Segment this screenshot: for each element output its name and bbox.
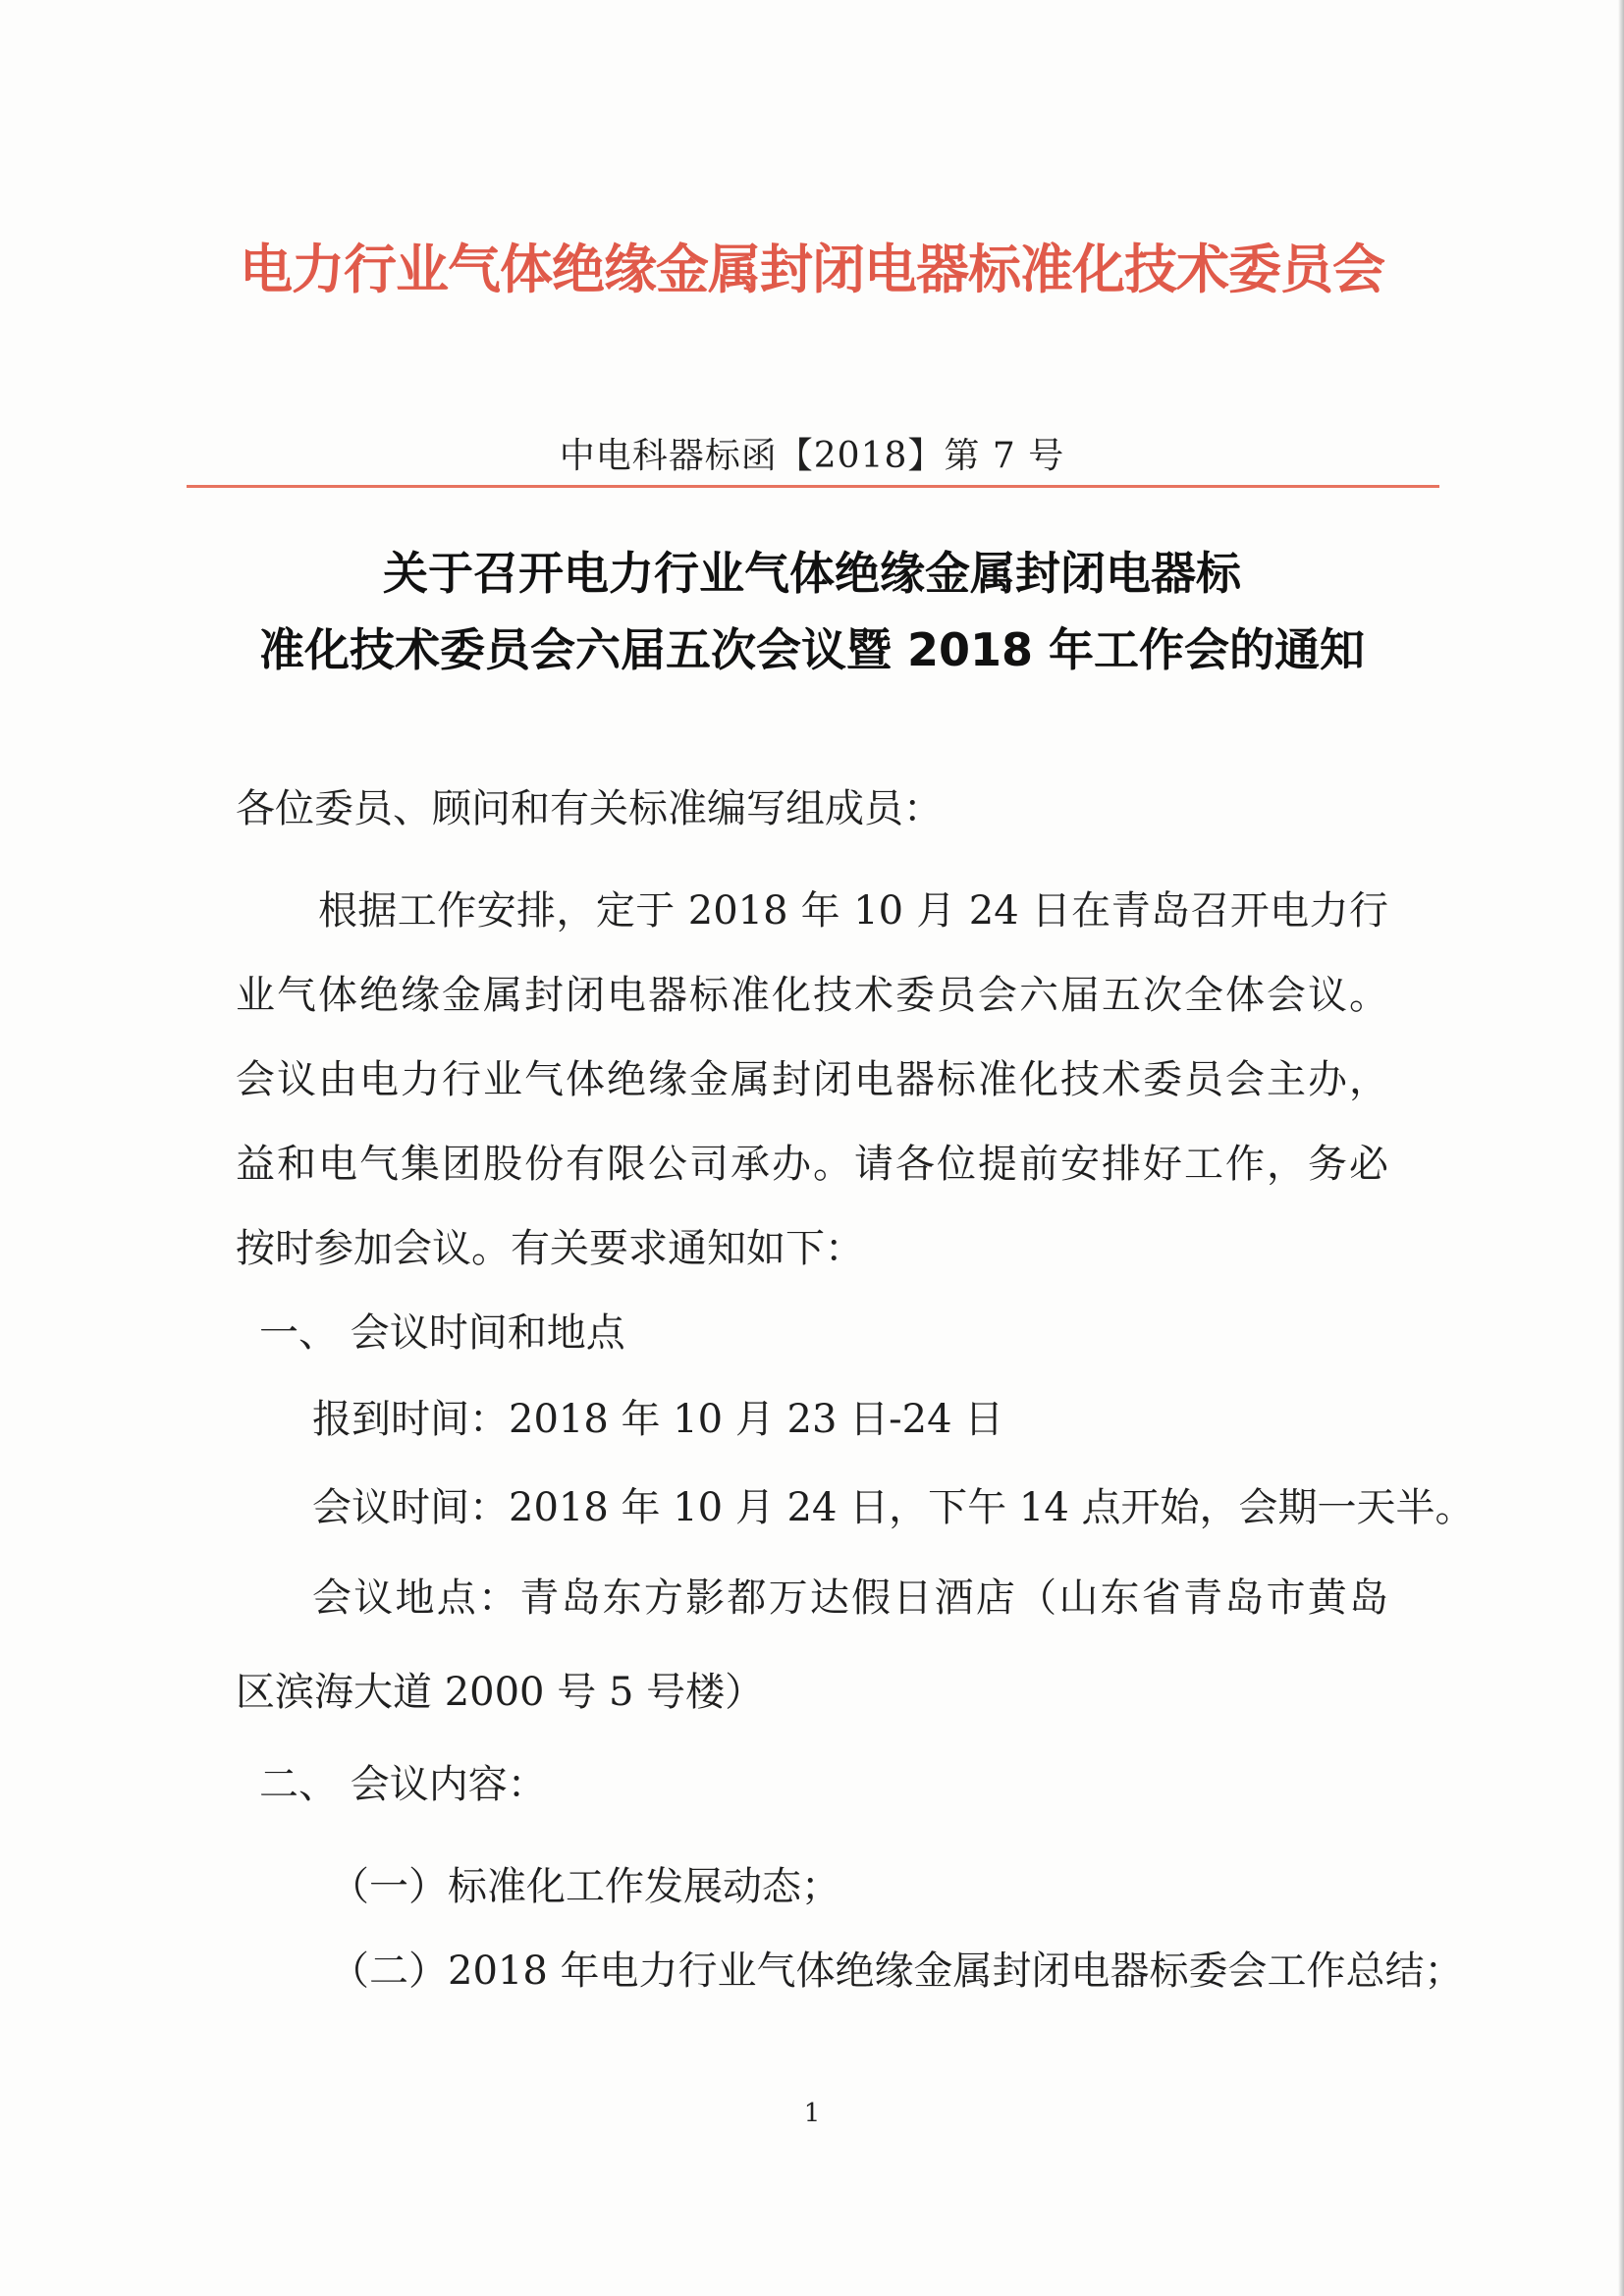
notice-title-line-1: 关于召开电力行业气体绝缘金属封闭电器标 <box>383 547 1241 600</box>
registration-time: 报到时间：2018 年 10 月 23 日-24 日 <box>312 1397 1004 1442</box>
paragraph-line: 按时参加会议。有关要求通知如下： <box>236 1226 864 1271</box>
meeting-venue-line-2: 区滨海大道 2000 号 5 号楼） <box>236 1670 765 1715</box>
paragraph-line: 业气体绝缘金属封闭电器标准化技术委员会六届五次全体会议。 <box>236 973 1388 1018</box>
agenda-item: （一）标准化工作发展动态； <box>330 1864 840 1909</box>
paragraph-line: 根据工作安排，定于 2018 年 10 月 24 日在青岛召开电力行 <box>318 888 1388 934</box>
section-heading-agenda: 二、 会议内容： <box>259 1762 547 1807</box>
section-heading-time-venue: 一、 会议时间和地点 <box>259 1310 625 1356</box>
agenda-item: （二）2018 年电力行业气体绝缘金属封闭电器标委会工作总结； <box>330 1949 1464 1994</box>
paragraph-line: 益和电气集团股份有限公司承办。请各位提前安排好工作，务必 <box>236 1142 1388 1187</box>
page-number: 1 <box>803 2099 821 2128</box>
paragraph-line: 会议由电力行业气体绝缘金属封闭电器标准化技术委员会主办， <box>236 1057 1388 1102</box>
salutation: 各位委员、顾问和有关标准编写组成员： <box>236 786 943 831</box>
issuing-organization-header: 电力行业气体绝缘金属封闭电器标准化技术委员会 <box>240 239 1384 300</box>
meeting-time: 会议时间：2018 年 10 月 24 日，下午 14 点开始，会期一天半。 <box>312 1485 1475 1530</box>
header-divider <box>187 485 1439 488</box>
scan-edge-shadow <box>1618 0 1624 2296</box>
meeting-venue-line-1: 会议地点：青岛东方影都万达假日酒店（山东省青岛市黄岛 <box>312 1575 1388 1621</box>
document-number: 中电科器标函【2018】第 7 号 <box>559 436 1065 476</box>
notice-title-line-2: 准化技术委员会六届五次会议暨 2018 年工作会的通知 <box>258 623 1366 676</box>
